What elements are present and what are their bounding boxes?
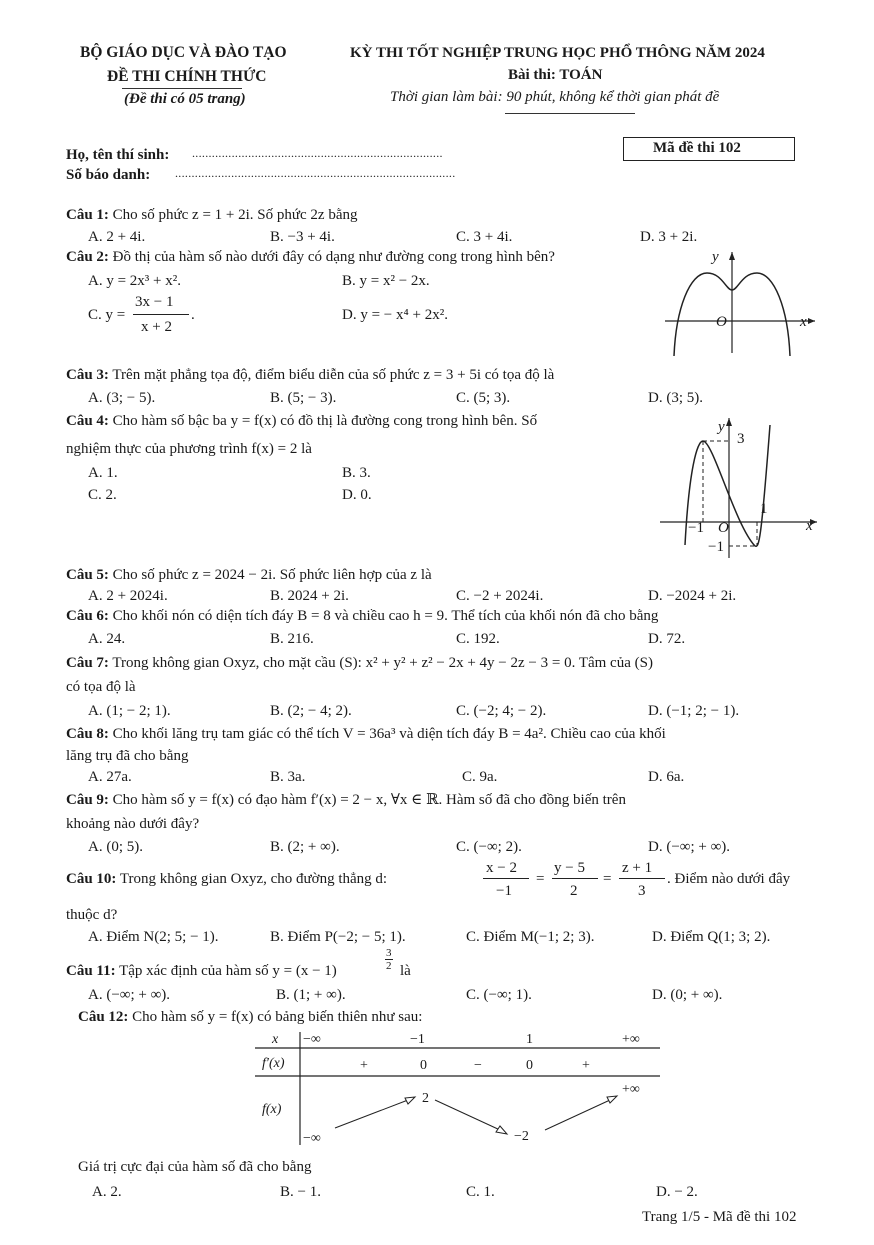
- q8-label: Câu 8:: [66, 726, 109, 742]
- time-note: Thời gian làm bài: 90 phút, không kể thời gian phát đề: [390, 89, 720, 105]
- q12-option-a[interactable]: A. 2.: [92, 1184, 122, 1200]
- q4-graph-y-label: y: [718, 419, 725, 435]
- q10-frac3-bar: [619, 878, 665, 879]
- q10-option-c[interactable]: C. Điểm M(−1; 2; 3).: [466, 929, 595, 945]
- q3-option-b[interactable]: B. (5; − 3).: [270, 390, 337, 406]
- q12-t-minus-inf: −∞: [303, 1032, 321, 1047]
- q3-stem: [66, 366, 554, 384]
- q2-stem: [66, 248, 555, 266]
- q12-option-c[interactable]: C. 1.: [466, 1184, 495, 1200]
- q12-arrow-down-head: [496, 1126, 507, 1134]
- q10-option-d[interactable]: D. Điểm Q(1; 3; 2).: [652, 929, 771, 945]
- q5-option-d[interactable]: D. −2024 + 2i.: [648, 588, 737, 604]
- q8-option-c[interactable]: C. 9a.: [462, 769, 498, 785]
- q2-graph-y-label: y: [712, 249, 719, 265]
- q2-option-d[interactable]: D. y = − x⁴ + 2x².: [342, 307, 448, 323]
- q12-t-zero2: 0: [526, 1058, 533, 1073]
- q4-option-c[interactable]: C. 2.: [88, 487, 117, 503]
- q4-graph-label-3: 3: [737, 431, 745, 447]
- q7-option-a[interactable]: A. (1; − 2; 1).: [88, 703, 171, 719]
- q4-graph-label-minus1-y: −1: [708, 539, 724, 555]
- exam-title: KỲ THI TỐT NGHIỆP TRUNG HỌC PHỔ THÔNG NĂM 2024: [350, 45, 765, 61]
- q12-stem: [78, 1008, 422, 1026]
- q6-stem: [66, 607, 658, 625]
- q2-c-period: .: [191, 307, 195, 323]
- page-footer: Trang 1/5 - Mã đề thi 102: [642, 1209, 797, 1225]
- q11-exp-den: 2: [386, 960, 392, 972]
- q3-option-c[interactable]: C. (5; 3).: [456, 390, 511, 406]
- q6-label: Câu 6:: [66, 608, 109, 624]
- header-underline-right: [505, 113, 635, 114]
- q1-option-a[interactable]: A. 2 + 4i.: [88, 229, 146, 245]
- q12-arrow-up2: [545, 1100, 610, 1130]
- q9-label: Câu 9:: [66, 792, 109, 808]
- q4-graph-x-label: x: [806, 518, 813, 534]
- q12-label: Câu 12:: [78, 1009, 129, 1025]
- q12-stem-line2: Giá trị cực đại của hàm số đã cho bằng: [78, 1159, 312, 1175]
- q12-t-x: x: [272, 1032, 279, 1047]
- q10-option-a[interactable]: A. Điểm N(2; 5; − 1).: [88, 929, 219, 945]
- q10-stem-line2: thuộc d?: [66, 907, 118, 923]
- q9-text: Cho hàm số y = f(x) có đạo hàm f′(x) = 2 − x, ∀x ∈ ℝ. Hàm số đã cho đồng biến trên: [112, 792, 626, 808]
- q12-t-f-plus-inf: +∞: [622, 1082, 640, 1097]
- q10-stem: [66, 870, 387, 888]
- q10-frac3-num: z + 1: [622, 860, 653, 876]
- q2-option-a[interactable]: A. y = 2x³ + x².: [88, 273, 181, 289]
- q12-t-f-minus-inf: −∞: [303, 1131, 321, 1146]
- q6-option-d[interactable]: D. 72.: [648, 631, 686, 647]
- q1-label: Câu 1:: [66, 207, 109, 223]
- q11-text: Tập xác định của hàm số y = (x − 1): [119, 963, 337, 979]
- q11-label: Câu 11:: [66, 963, 116, 979]
- q12-t-sign-minus: −: [474, 1058, 482, 1073]
- q5-text: Cho số phức z = 2024 − 2i. Số phức liên hợp của z là: [112, 567, 432, 583]
- candidate-name-dots: ............................................................................: [192, 146, 443, 160]
- q12-t-sign-plus1: +: [360, 1058, 368, 1073]
- candidate-id-dots: .....................................................................................: [175, 166, 456, 180]
- q1-stem: [66, 206, 358, 224]
- q11-exp-num: 3: [386, 947, 392, 959]
- q2-graph: [660, 248, 820, 358]
- q4-graph-origin: O: [718, 520, 729, 536]
- q5-option-b[interactable]: B. 2024 + 2i.: [270, 588, 349, 604]
- q2-c-denominator: x + 2: [141, 319, 172, 335]
- q6-option-c[interactable]: C. 192.: [456, 631, 500, 647]
- q10-frac3-den: 3: [638, 883, 646, 899]
- q8-option-a[interactable]: A. 27a.: [88, 769, 132, 785]
- q3-text: Trên mặt phẳng tọa độ, điểm biểu diễn của số phức z = 3 + 5i có tọa độ là: [112, 367, 555, 383]
- q8-option-d[interactable]: D. 6a.: [648, 769, 685, 785]
- candidate-name-label: Họ, tên thí sinh:: [66, 147, 170, 163]
- q4-graph-label-minus1-x: −1: [688, 520, 704, 536]
- q9-stem-line2: khoảng nào dưới đây?: [66, 816, 200, 832]
- q4-graph-label-1: 1: [760, 501, 768, 517]
- q9-stem: [66, 791, 626, 809]
- q5-option-a[interactable]: A. 2 + 2024i.: [88, 588, 168, 604]
- q5-stem: [66, 566, 432, 584]
- q2-graph-origin: O: [716, 314, 727, 330]
- q4-option-d[interactable]: D. 0.: [342, 487, 372, 503]
- q1-option-b[interactable]: B. −3 + 4i.: [270, 229, 335, 245]
- q2-graph-x-label: x: [800, 314, 807, 330]
- q7-option-d[interactable]: D. (−1; 2; − 1).: [648, 703, 740, 719]
- q7-stem-line2: có tọa độ là: [66, 679, 136, 695]
- q10-frac1-bar: [483, 878, 529, 879]
- q12-option-d[interactable]: D. − 2.: [656, 1184, 698, 1200]
- q4-stem: [66, 412, 537, 430]
- q7-label: Câu 7:: [66, 655, 109, 671]
- q12-t-fprime: f′(x): [262, 1056, 285, 1071]
- q9-option-a[interactable]: A. (0; 5).: [88, 839, 143, 855]
- q4-option-b[interactable]: B. 3.: [342, 465, 371, 481]
- q2-c-numerator: 3x − 1: [135, 294, 174, 310]
- q12-t-f: f(x): [262, 1102, 282, 1117]
- q11-option-a[interactable]: A. (−∞; + ∞).: [88, 987, 171, 1003]
- q10-eq2: =: [603, 871, 612, 887]
- q11-stem: [66, 962, 337, 980]
- q8-option-b[interactable]: B. 3a.: [270, 769, 306, 785]
- q2-x-arrow: [808, 318, 815, 324]
- q7-stem: [66, 654, 653, 672]
- q12-option-b[interactable]: B. − 1.: [280, 1184, 321, 1200]
- q12-arrow-down: [435, 1100, 500, 1130]
- q12-arrow-up2-head: [607, 1096, 617, 1103]
- q12-t-one: 1: [526, 1032, 533, 1047]
- q10-label: Câu 10:: [66, 871, 117, 887]
- q12-t-sign-plus2: +: [582, 1058, 590, 1073]
- q6-text: Cho khối nón có diện tích đáy B = 8 và chiều cao h = 9. Thể tích của khối nón đã cho bằng: [112, 608, 659, 624]
- q4-stem-line2: nghiệm thực của phương trình f(x) = 2 là: [66, 441, 312, 457]
- q7-text: Trong không gian Oxyz, cho mặt cầu (S): x² + y² + z² − 2x + 4y − 2z − 3 = 0. Tâm của (S): [112, 655, 653, 671]
- q4-text: Cho hàm số bậc ba y = f(x) có đồ thị là đường cong trong hình bên. Số: [112, 413, 538, 429]
- q7-option-b[interactable]: B. (2; − 4; 2).: [270, 703, 352, 719]
- official-exam-label: ĐỀ THI CHÍNH THỨC: [107, 68, 267, 85]
- q3-option-d[interactable]: D. (3; 5).: [648, 390, 703, 406]
- q2-label: Câu 2:: [66, 249, 109, 265]
- q12-t-f-max: 2: [422, 1091, 429, 1106]
- q1-option-d[interactable]: D. 3 + 2i.: [640, 229, 698, 245]
- q5-label: Câu 5:: [66, 567, 109, 583]
- subject-label: Bài thi: TOÁN: [508, 67, 603, 83]
- ministry-name: BỘ GIÁO DỤC VÀ ĐÀO TẠO: [80, 44, 287, 61]
- q11-stem-post: là: [400, 963, 411, 979]
- q2-text: Đồ thị của hàm số nào dưới đây có dạng như đường cong trong hình bên?: [112, 249, 555, 265]
- q12-t-zero1: 0: [420, 1058, 427, 1073]
- q9-option-d[interactable]: D. (−∞; + ∞).: [648, 839, 731, 855]
- q8-stem-line2: lăng trụ đã cho bằng: [66, 748, 189, 764]
- q11-option-c[interactable]: C. (−∞; 1).: [466, 987, 532, 1003]
- q4-y-arrow: [726, 418, 732, 426]
- q2-option-b[interactable]: B. y = x² − 2x.: [342, 273, 430, 289]
- q11-option-b[interactable]: B. (1; + ∞).: [276, 987, 346, 1003]
- q10-frac2-num: y − 5: [554, 860, 585, 876]
- q12-text: Cho hàm số y = f(x) có bảng biến thiên như sau:: [132, 1009, 423, 1025]
- q9-option-b[interactable]: B. (2; + ∞).: [270, 839, 340, 855]
- q10-option-b[interactable]: B. Điểm P(−2; − 5; 1).: [270, 929, 406, 945]
- q1-text: Cho số phức z = 1 + 2i. Số phức 2z bằng: [112, 207, 358, 223]
- q5-option-c[interactable]: C. −2 + 2024i.: [456, 588, 544, 604]
- q12-t-f-min: −2: [514, 1129, 529, 1144]
- q6-option-b[interactable]: B. 216.: [270, 631, 314, 647]
- q4-label: Câu 4:: [66, 413, 109, 429]
- q10-eq1: =: [536, 871, 545, 887]
- q10-stem-post: . Điểm nào dưới đây: [667, 871, 791, 887]
- q8-text: Cho khối lăng trụ tam giác có thể tích V = 36a³ và diện tích đáy B = 4a². Chiều cao của khối: [112, 726, 666, 742]
- q1-option-c[interactable]: C. 3 + 4i.: [456, 229, 513, 245]
- q2-c-fraction-bar: [133, 314, 189, 315]
- candidate-id-label: Số báo danh:: [66, 167, 151, 183]
- q12-arrow-up1-head: [405, 1097, 415, 1104]
- q2-y-arrow: [729, 252, 735, 260]
- q2-option-c[interactable]: C. y =: [88, 307, 126, 323]
- header-underline-left: [122, 88, 242, 89]
- q10-frac1-den: −1: [496, 883, 512, 899]
- q3-label: Câu 3:: [66, 367, 109, 383]
- q12-arrow-up1: [335, 1100, 408, 1128]
- q12-t-minus1: −1: [410, 1032, 425, 1047]
- q10-text: Trong không gian Oxyz, cho đường thẳng d:: [119, 871, 388, 887]
- exam-code: Mã đề thi 102: [653, 140, 741, 156]
- q10-frac1-num: x − 2: [486, 860, 517, 876]
- q4-option-a[interactable]: A. 1.: [88, 465, 118, 481]
- q9-option-c[interactable]: C. (−∞; 2).: [456, 839, 522, 855]
- q11-option-d[interactable]: D. (0; + ∞).: [652, 987, 723, 1003]
- q10-frac2-bar: [552, 878, 598, 879]
- q6-option-a[interactable]: A. 24.: [88, 631, 126, 647]
- pages-note: (Đề thi có 05 trang): [124, 91, 246, 107]
- q10-frac2-den: 2: [570, 883, 578, 899]
- q8-stem: [66, 725, 666, 743]
- q7-option-c[interactable]: C. (−2; 4; − 2).: [456, 703, 547, 719]
- q3-option-a[interactable]: A. (3; − 5).: [88, 390, 156, 406]
- q12-t-plus-inf: +∞: [622, 1032, 640, 1047]
